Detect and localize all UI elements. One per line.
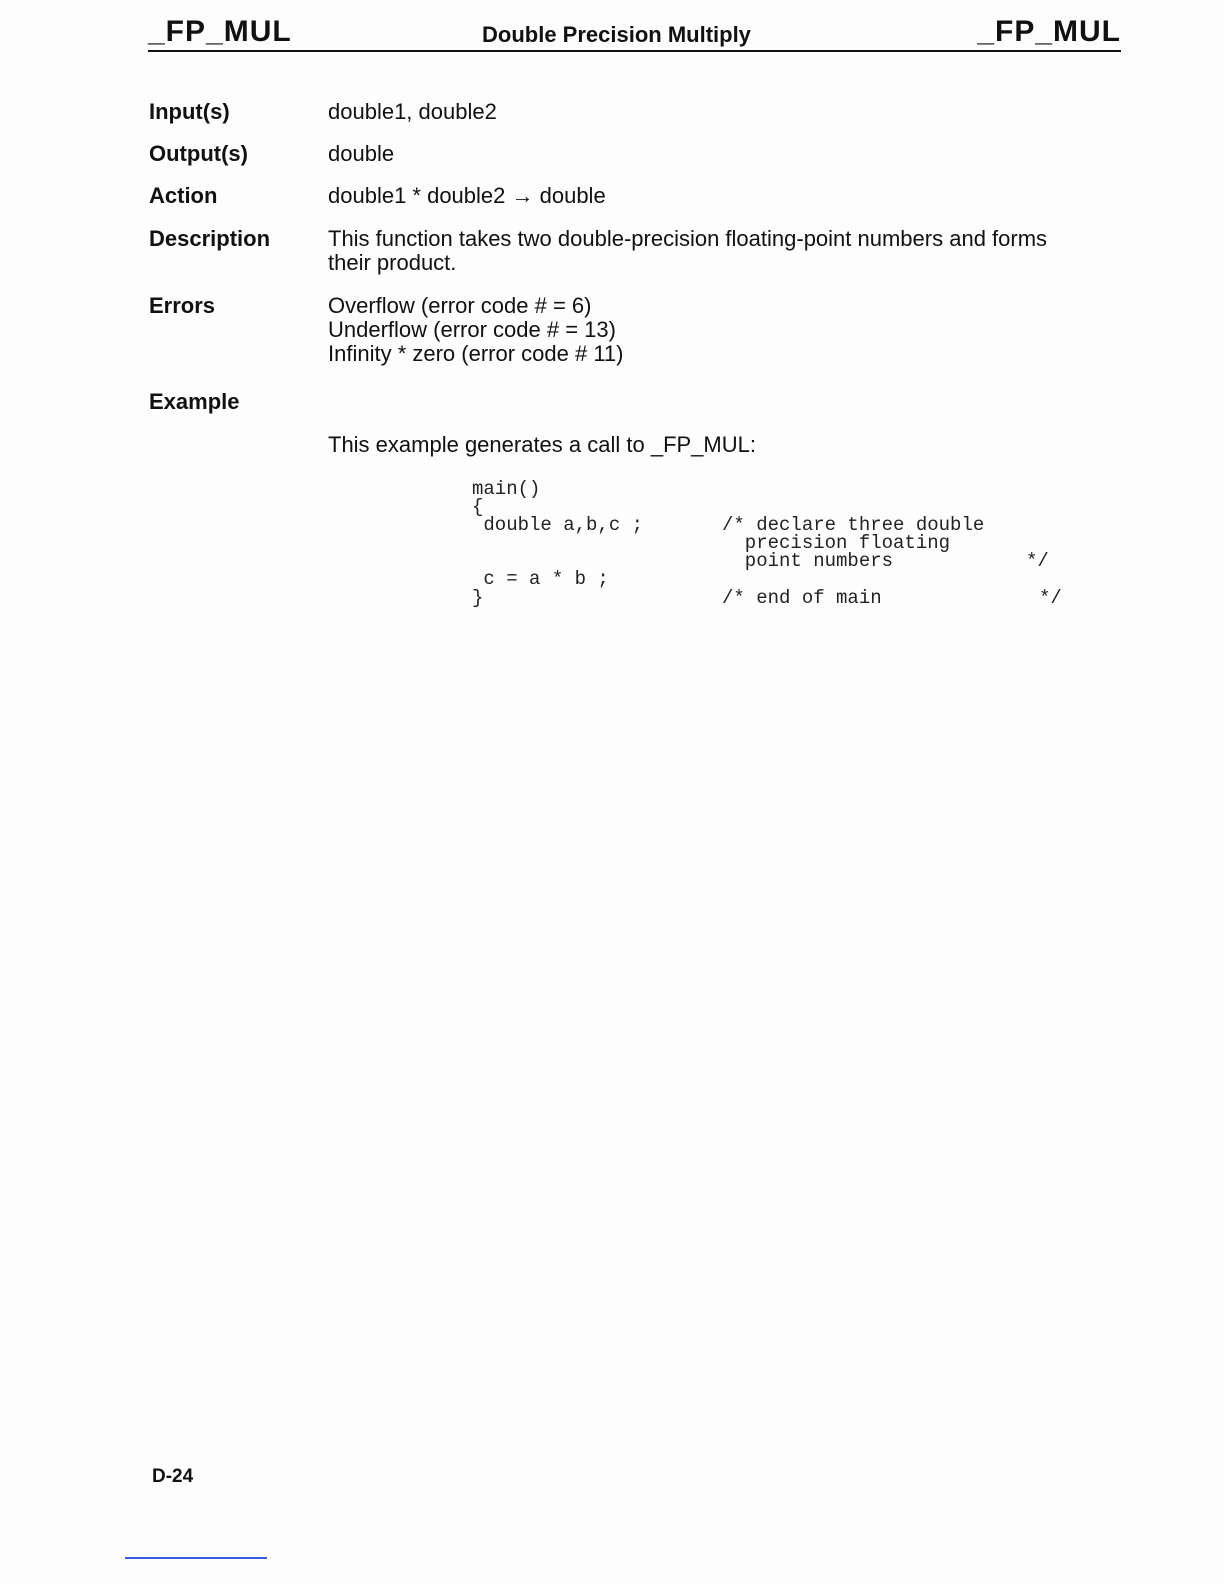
header-title: Double Precision Multiply [482,22,751,47]
header-function-name-right: _FP_MUL [977,15,1121,48]
inputs-label: Input(s) [149,99,230,124]
code-comment: /* end of main [722,587,882,609]
description-text [328,227,1128,275]
outputs-value: double [328,141,395,166]
error-item: Overflow (error code # = 6) [328,293,592,318]
header-function-name-left: _FP_MUL [148,15,292,48]
code-comment-end: */ [1039,587,1062,609]
action-label: Action [149,183,218,208]
code-line: { [472,496,484,518]
example-intro: This example generates a call to _FP_MUL: [328,432,756,457]
example-label: Example [149,389,240,414]
code-comment: precision floating [722,532,951,554]
code-comment: /* declare three double [722,514,985,536]
code-line: } [472,587,484,609]
error-item: Infinity * zero (error code # 11) [328,341,624,366]
code-line: c = a * b ; [472,568,609,590]
action-value: double1 * double2 → double [328,183,606,208]
description-line: This function takes two double-precision floating-point numbers and forms [328,226,1048,251]
code-comment-end: */ [1026,550,1049,572]
code-comment: point numbers [722,550,894,572]
description-line: their product. [328,250,457,275]
inputs-value: double1, double2 [328,99,497,124]
outputs-label: Output(s) [149,141,248,166]
code-line: double a,b,c ; [472,514,644,536]
error-item: Underflow (error code # = 13) [328,317,616,342]
page-header [148,14,1121,52]
scan-edge-line [125,1557,267,1559]
page-number: D-24 [152,1466,194,1487]
errors-list [328,294,624,366]
description-label: Description [149,226,271,251]
code-line: main() [472,478,541,500]
errors-label: Errors [149,293,216,318]
